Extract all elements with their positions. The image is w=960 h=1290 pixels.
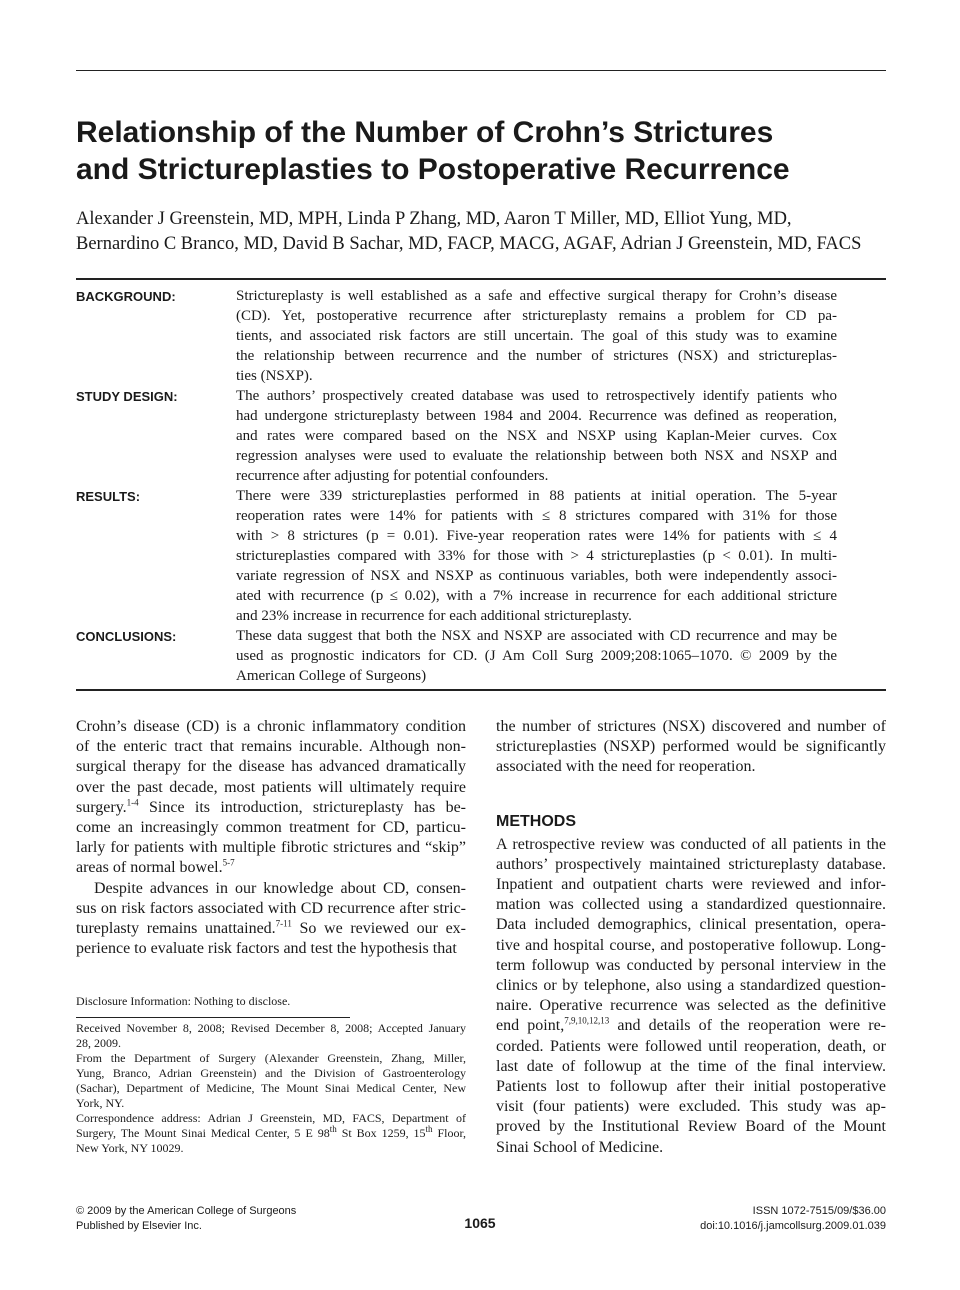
abstract-section-label: CONCLUSIONS: bbox=[76, 629, 177, 644]
author-list bbox=[76, 207, 886, 257]
note-line: Yung, Branco, Adrian Greenstein) and the Division of Gastroenterology bbox=[76, 1066, 466, 1080]
text-line: authors’ prospectively maintained strictureplasty database. bbox=[496, 855, 886, 873]
text-line: tureplasty remains unattained.$^{7-11}$ So we reviewed our ex- bbox=[76, 918, 466, 938]
abstract-line: recurrence after adjusting for potential confounders. bbox=[236, 468, 549, 484]
note-line: York, NY. bbox=[76, 1096, 125, 1110]
abstract-line: used as prognostic indicators for CD. (J Am Coll Surg 2009;208:1065–1070. © 2009 by the bbox=[236, 648, 837, 664]
ordinal-superscript: th bbox=[329, 1124, 337, 1134]
note-line: New York, NY 10029. bbox=[76, 1141, 184, 1155]
abstract-line: There were 339 strictureplasties performed in 88 patients at initial operation. The 5-year bbox=[236, 488, 837, 504]
note-line: 28, 2009. bbox=[76, 1036, 121, 1050]
text-line: associated with the need for reoperation. bbox=[496, 758, 756, 776]
article-notes bbox=[76, 1021, 466, 1156]
abstract-line: (CD). Yet, postoperative recurrence after strictureplasty remains a problem for CD pa- bbox=[236, 308, 837, 324]
top-rule bbox=[76, 70, 886, 71]
text-line: sus on risk factors associated with CD recurrence after stric- bbox=[76, 899, 466, 917]
author-line: Bernardino C Branco, MD, David B Sachar, MD, FACP, MACG, AGAF, Adrian J Greenstein, MD, FACS bbox=[76, 234, 862, 254]
methods-paragraph bbox=[496, 835, 886, 1158]
note-line: Received November 8, 2008; Revised December 8, 2008; Accepted January bbox=[76, 1021, 466, 1035]
abstract-bottom-rule bbox=[76, 689, 886, 691]
doi-line: doi:10.1016/j.jamcollsurg.2009.01.039 bbox=[700, 1220, 886, 1232]
citation-superscript: 7,9,10,12,13 bbox=[564, 1016, 610, 1027]
abstract-line: reoperation rates were 14% for patients with ≤ 8 strictures compared with 31% for those bbox=[236, 508, 837, 524]
text-line: Despite advances in our knowledge about CD, consen- bbox=[94, 879, 466, 897]
title-line: Relationship of the Number of Crohn’s Strictures bbox=[76, 116, 774, 149]
abstract-line: had undergone strictureplasty between 1984 and 2004. Recurrence was defined as reoperation, bbox=[236, 408, 837, 424]
abstract-section-label: BACKGROUND: bbox=[76, 289, 176, 304]
text-line: come an increasingly common treatment for CD, particu- bbox=[76, 819, 466, 837]
abstract-line: strictureplasties compared with 33% for those with > 4 strictureplasties (p < 0.01). In multi- bbox=[236, 548, 837, 564]
abstract-section bbox=[76, 386, 886, 486]
abstract-line: tients, and associated risk factors are still uncertain. The goal of this study was to examine bbox=[236, 328, 837, 344]
abstract-line: regression analyses were used to evaluate the relationship between both NSX and NSXP and bbox=[236, 448, 837, 464]
text-line: Crohn’s disease (CD) is a chronic inflammatory condition bbox=[76, 718, 466, 735]
body-column-left bbox=[76, 717, 466, 959]
note-line: (Sachar), Department of Medicine, The Mount Sinai Medical Center, New bbox=[76, 1081, 466, 1095]
author-line: Alexander J Greenstein, MD, MPH, Linda P Zhang, MD, Aaron T Miller, MD, Elliot Yung, MD, bbox=[76, 209, 792, 229]
title-line: and Strictureplasties to Postoperative Recurrence bbox=[76, 153, 790, 186]
publisher-line: Published by Elsevier Inc. bbox=[76, 1220, 202, 1232]
text-line: Sinai School of Medicine. bbox=[496, 1138, 664, 1156]
intro-paragraph bbox=[76, 717, 466, 879]
text-line: Data included demographics, clinical presentation, opera- bbox=[496, 916, 886, 934]
footer-issn-doi bbox=[700, 1204, 886, 1234]
page-number: 1065 bbox=[464, 1215, 496, 1231]
text-line: surgical therapy for the disease has advanced dramatically bbox=[76, 758, 466, 776]
citation-superscript: 1-4 bbox=[126, 797, 139, 808]
text-line: over the past decade, most patients will ultimately require bbox=[76, 778, 466, 796]
abstract-line: American College of Surgeons) bbox=[236, 668, 427, 684]
text-line: proved by the Institutional Review Board of the Mount bbox=[496, 1118, 886, 1136]
abstract-line: with > 8 strictures (p = 0.01). Five-year reoperation rates were 14% for patients with ≤ 4 bbox=[236, 528, 837, 544]
body-column-right bbox=[496, 717, 886, 1158]
abstract-section bbox=[76, 286, 886, 386]
text-line: last date of followup at the time of the final interview. bbox=[496, 1057, 886, 1075]
abstract-line: Strictureplasty is well established as a safe and effective surgical therapy for Crohn’s disease bbox=[236, 288, 837, 304]
text-line: perience to evaluate risk factors and test the hypothesis that bbox=[76, 940, 457, 958]
text-line: tive and hospital course, and postoperative followup. Long- bbox=[496, 936, 886, 954]
text-line: larly for patients with multiple fibrotic strictures and “skip” bbox=[76, 839, 466, 857]
text-line: corded. Patients were followed until reoperation, death, or bbox=[496, 1037, 886, 1055]
abstract-line: The authors’ prospectively created database was used to retrospectively identify patients who bbox=[236, 388, 837, 404]
intro-paragraph-continued bbox=[496, 717, 886, 778]
text-line: visit (four patients) were excluded. This study was ap- bbox=[496, 1098, 886, 1116]
text-line: strictureplasties (NSXP) performed would be significantly bbox=[496, 738, 886, 756]
abstract-line: ties (NSXP). bbox=[236, 368, 313, 384]
note-line: Surgery, The Mount Sinai Medical Center, 5 E 98th St Box 1259, 15th Floor, bbox=[76, 1124, 467, 1140]
abstract-section bbox=[76, 486, 886, 626]
text-line: of the enteric tract that remains incurable. Although non- bbox=[76, 738, 466, 756]
text-line: areas of normal bowel.$^{5-7}$ bbox=[76, 858, 235, 877]
abstract-line: and 23% increase in recurrence for each additional strictureplasty. bbox=[236, 608, 632, 624]
issn-line: ISSN 1072-7515/09/$36.00 bbox=[752, 1205, 886, 1217]
footnote-rule bbox=[76, 1017, 350, 1018]
text-line: clinics or by telephone, also using a standardized question- bbox=[496, 977, 886, 995]
text-line: naire. Operative recurrence was selected as the definitive bbox=[496, 997, 886, 1015]
text-line: the number of strictures (NSX) discovered and number of bbox=[496, 718, 886, 735]
abstract-section-label: RESULTS: bbox=[76, 489, 141, 504]
text-line: A retrospective review was conducted of all patients in the bbox=[496, 835, 886, 853]
note-line: From the Department of Surgery (Alexander Greenstein, Zhang, Miller, bbox=[76, 1051, 466, 1065]
text-line: mation was collected using a standardized questionnaire. bbox=[496, 896, 886, 914]
abstract-line: ated with recurrence (p ≤ 0.02), with a 7% increase in recurrence for each additional stricture bbox=[236, 588, 837, 604]
text-line: end point,$^{7,9,10,12,13}$ and details of the reoperation were re- bbox=[496, 1016, 886, 1035]
citation-superscript: 7-11 bbox=[275, 918, 292, 929]
text-line: term followup was conducted by personal interview in the bbox=[496, 956, 886, 974]
text-line: Patients lost to followup after their initial postoperative bbox=[496, 1078, 886, 1096]
abstract-line: variate regression of NSX and NSXP as continuous variables, both were independently associ- bbox=[236, 568, 837, 584]
copyright-line: © 2009 by the American College of Surgeons bbox=[76, 1205, 297, 1217]
abstract-top-rule bbox=[76, 278, 886, 280]
text-line: surgery.$^{1-4}$ Since its introduction, strictureplasty has be- bbox=[76, 797, 466, 816]
section-heading-methods: METHODS bbox=[496, 812, 576, 830]
disclosure-statement: Disclosure Information: Nothing to disclose. bbox=[76, 994, 291, 1008]
abstract-line: These data suggest that both the NSX and NSXP are associated with CD recurrence and may be bbox=[236, 628, 837, 644]
abstract-line: and rates were compared based on the NSX and NSXP using Kaplan-Meier curves. Cox bbox=[236, 428, 837, 444]
citation-superscript: 5-7 bbox=[222, 858, 235, 869]
text-line: Inpatient and outpatient charts were reviewed and infor- bbox=[496, 876, 886, 894]
abstract-section-label: STUDY DESIGN: bbox=[76, 389, 178, 404]
abstract-section bbox=[76, 626, 886, 686]
ordinal-superscript: th bbox=[425, 1124, 433, 1134]
abstract-line: the relationship between recurrence and the number of strictures (NSX) and strictureplas- bbox=[236, 348, 837, 364]
intro-paragraph bbox=[76, 879, 466, 960]
article-title bbox=[76, 114, 886, 188]
abstract bbox=[76, 286, 886, 686]
note-line: Correspondence address: Adrian J Greenstein, MD, FACS, Department of bbox=[76, 1111, 466, 1125]
